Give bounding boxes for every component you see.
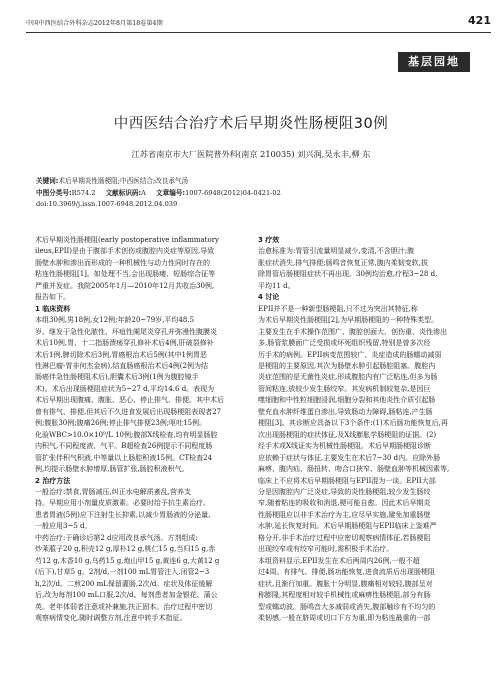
- body-text-line: 壁充血水肿纤维蛋白渗出,导致肠动力障碍,肠粘连,产生肠: [258, 407, 433, 416]
- body-text-line: 一般治疗:禁食,胃肠减压,纠正水电解质紊乱,营养支: [35, 487, 192, 496]
- section-badge: 基层园地: [398, 52, 470, 72]
- running-header: [26, 10, 491, 36]
- keywords-label: 关键词:: [36, 177, 59, 185]
- body-text-line: ileus,EPII)是由于腹部手术创伤或腹腔内炎症等原因,导致: [35, 247, 215, 256]
- body-text-line: 应依赖于症状与体征,主要发生在术后7~30 d内。应除外肠: [258, 453, 441, 462]
- body-text-line: 术后1例,脾切除术后3例,胃癌根治术后5例(其中1例胃恶: [35, 350, 207, 359]
- body-text-line: 治愈标准为:胃管引流量明显减少,变清,不含胆汁;腹: [258, 247, 415, 256]
- body-text-line: 例;腹胀30例;腹痛26例;停止排气排便23例;呕吐15例。: [35, 419, 207, 428]
- clc-value: R574.2: [71, 188, 96, 197]
- article-no-label: 文章编号:: [156, 188, 186, 197]
- body-text-line: 症状,且渐行加重。腹胀十分明显,腹痛相对较轻,腹部呈对: [258, 579, 433, 588]
- body-text-line: h,2次/d。二煎200 mL保留灌肠,2次/d。症状及体征缓解: [35, 579, 213, 588]
- section-heading: 4 讨论: [258, 293, 280, 302]
- body-text-line: 麻痹、腹内疝、肠扭转、吻合口狭窄、肠壁血肿等机械因素等,: [258, 465, 450, 474]
- body-text-line: 称膨隆,其程度相对较手机械性或麻痹性肠梗阻,部分有肠: [258, 591, 431, 600]
- body-text-line: 肠癌伴急性肠梗阻术后),胆囊术后3例(1例为腹腔镜手: [35, 373, 199, 382]
- section-heading: 2 治疗方法: [35, 476, 71, 485]
- body-text-line: 本组30例,男18例,女12例;年龄20~79岁,平均48.5: [35, 316, 195, 325]
- left-column: [35, 235, 253, 624]
- body-text-line: (后下),甘草5 g。2剂/d,一剂100 mL胃管注入,闭管2~3: [35, 568, 210, 577]
- body-text-line: 除胃管后肠梗阻症状不再出现。30例均治愈,疗程3~28 d,: [258, 270, 438, 279]
- section-heading: 1 临床资料: [35, 304, 71, 313]
- body-text-line: 分是因腹腔内广泛炎症,导致的炎性肠梗阻,较少发生肠绞: [258, 487, 431, 496]
- body-text-line: EPII并不是一种新型肠梗阻,只不过为突出其特征,称: [258, 304, 418, 313]
- body-text-line: 内积气,不同程度液、气平。B超检查26例提示不同程度肠: [35, 442, 213, 451]
- body-text-line: 经手术或X线证实为机械性肠梗阻。术后早期肠梗阻诊断: [258, 442, 431, 451]
- classification-line: [36, 188, 476, 200]
- body-text-line: 炒莱菔子20 g,积壳12 g,厚朴12 g,桃仁15 g,当归15 g,赤: [35, 545, 216, 554]
- body-text-line: 噬细胞和中性粒细胞浸润,细胞分裂和其他炎性介质引起肠: [258, 396, 436, 405]
- body-text-line: 性淋巴瘤-胃非何杰金病),结直肠癌根治术后4例(2例为结: [35, 361, 208, 370]
- body-text-line: 观察病情变化,随时调整方剂,注意中转手术指征。: [35, 613, 187, 622]
- body-text-line: 术后早期出现腹痛、腹胀、恶心、停止排气、排便。其中术后: [35, 396, 224, 405]
- body-text-line: 岁。继发于急性化脓性、坏疽性阑尾炎穿孔并弥漫性腹膜炎: [35, 327, 217, 336]
- body-text-line: 过4周。有排气、排便,肠功能恢复,进食流质后出现肠梗阻: [258, 568, 435, 577]
- body-text-line: 水肿,延长恢复时间。术后早期肠梗阻与EPII临床上鉴难严: [258, 522, 437, 531]
- body-text-line: 本组资料显示,EPII发生在术后两周内26例,一般不超: [258, 556, 420, 565]
- keywords-value: 术后早期炎性肠梗阻;中西医结合;改良承气汤: [58, 177, 189, 185]
- page-number: 421: [468, 14, 491, 27]
- keywords-line: [36, 176, 476, 188]
- body-text-line: 中药治疗:于确诊后第2 d应用改良承气汤。方剂组成:: [35, 533, 198, 542]
- body-text-line: 管间粘连,放较少发生肠绞窄。其发病机制较复杂,是因巨: [258, 384, 431, 393]
- doi-line: doi:10.3969/j.issn.1007-6948.2012.04.039: [36, 200, 178, 208]
- body-text-line: 梗阻[3]。其诊断应具备以下3个条件:(1)术后肠功能恢复后,再: [258, 419, 448, 428]
- doc-code-label: 文献标识码:: [105, 188, 142, 197]
- body-text-line: 次出现肠梗阻的症状体征,及X线膨胀学肠梗阻的证据。(2): [258, 430, 437, 439]
- body-text-line: 患者胃液(5例)应下注射生长抑素,以减少胃肠液的分泌量,: [35, 510, 211, 519]
- clc-label: 中图分类号:: [36, 188, 72, 197]
- body-text-line: 曾有排气、排便,但其后不久进食发展后出现肠梗阻表现者27: [35, 407, 222, 416]
- right-column: [258, 235, 476, 624]
- body-text-line: 性肠梗阻应以非手术治疗为主,应尽早实施,避免加重肠壁: [258, 510, 431, 519]
- body-text-line: 柔韧感,一般在脐周或切口下方为重,即为粘连最重的一部: [258, 613, 431, 622]
- body-text-line: 格分开,非手术治疗过程中应密切观察病情体征,若肠梗阻: [258, 533, 431, 542]
- header-rule: [26, 32, 491, 33]
- body-text-line: 管扩张伴积气积液,中等量以上肠腔积液15例。CT检查24: [35, 453, 213, 462]
- body-text-line: 粘连性肠梗阻[1]。如处理不当,会出现肠瘘、短肠综合征等: [35, 270, 216, 279]
- article-metadata: [36, 176, 476, 211]
- body-text-line: 后,改为每剂100 mL口服,2次/d。每剂患者加金银花、蒲公: [35, 591, 218, 600]
- body-text-line: 胀症状消失,排气排便;肠鸣音恢复正常,腹内柔韧变软,拔: [258, 258, 429, 267]
- body-text-line: 窄,随着粘连的吸收和消退,梗可能自愈。因此术后早期炎: [258, 499, 431, 508]
- body-text-line: 出现绞窄或有绞窄可能时,需积极手术治疗。: [258, 545, 394, 554]
- article-title: 中西医结合治疗术后早期炎性肠梗阻30例: [113, 116, 389, 132]
- body-text-line: 主要发生在手术操作范围广、腹腔创面大、创伤重、炎性渗出: [258, 327, 447, 336]
- section-heading: 3 疗效: [258, 236, 280, 244]
- body-text-line: 化验WBC>10.0×10⁹/L 10例;腹部X线检查,均有明显肠腔: [35, 430, 218, 439]
- body-text-line: 英。老年体弱者注意或补兼施,扶正固本。治疗过程中密切: [35, 602, 213, 611]
- body-text-line: 历手术的病例。EPII病变范围较广、炎症造成的肠蠕动减弱: [258, 350, 442, 359]
- body-text-line: 术后10例,胃、十二指肠溃疡穿孔修补术后4例,肝破裂修补: [35, 339, 214, 348]
- body-text-line: 肠壁水肿和渗出而形成的一种机械性与动力性同时存在的: [35, 258, 210, 267]
- body-text-line: 是梗阻的主要原因,其次为肠壁水肿引起肠腔阻塞。腹腔内: [258, 361, 436, 370]
- journal-name: 中国中西医结合外科杂志2012年8月第18卷第4期: [26, 20, 163, 27]
- body-text-line: 术)。术后出现肠梗阻症状为5~27 d,平均14.6 d。表现为: [35, 384, 215, 393]
- doc-code-value: A: [141, 188, 146, 197]
- body-text-line: 多,肠管浆膜面广泛受损或坏死组织残留,特别是曾多次经: [258, 339, 431, 348]
- article-no-value: 1007-6948(2012)04-0421-02: [185, 188, 281, 197]
- article-authors: 江苏省南京市大厂医院普外科(南京 210035) 刘兴润,吴永丰,柳 东: [131, 149, 371, 159]
- body-text-line: 炎症范围的是无菌性炎症,形成腹腔内有广泛粘连,但多为肠: [258, 373, 438, 382]
- body-text-line: 临床上不应将术后早期肠梗阻与EPII混为一谈。EPII大部: [258, 476, 436, 485]
- body-text-line: 持。早期应用小剂量皮质激素。必要时给予抗生素治疗。: [35, 499, 210, 508]
- body-text-line: 术后早期炎性肠梗阻(early postoperative inflammatory: [35, 236, 220, 244]
- body-text-line: 芍12 g,木香10 g,乌药15 g,炮山甲15 g,黄连6 g,大黄12 g: [35, 556, 220, 565]
- body-text-line: 平均11 d。: [258, 281, 295, 290]
- body-text-line: 例,均提示肠壁水肿增厚,肠管扩张,肠腔积液积气。: [35, 465, 189, 474]
- body-text-line: 型或蠕动波。肠鸣音大多减弱或消失,腹部触诊有不均匀的: [258, 602, 436, 611]
- body-text-line: 报告如下。: [35, 293, 70, 302]
- body-text-line: 一般应用3~5 d。: [35, 522, 92, 531]
- body-text-line: 为术后早期炎性肠梗阻[2],为早期肠梗阻的一种特殊类型。: [258, 316, 439, 325]
- body-text-line: 严重并发症。我院2005年1月—2010年12月共收治30例,: [35, 281, 215, 290]
